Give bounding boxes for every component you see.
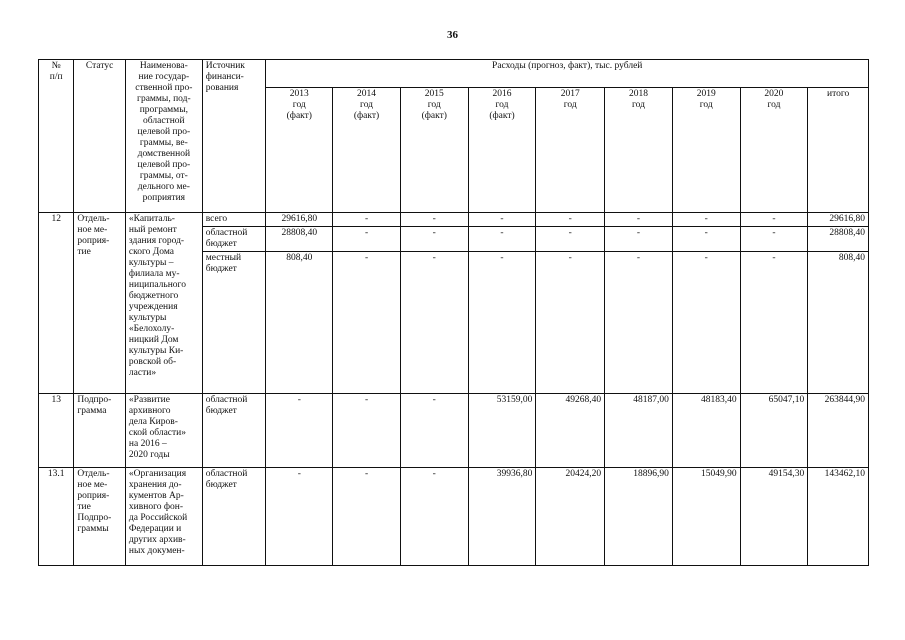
header-name: Наименова- ние государ- ственной про- граммы, под- программы, областной целевой про- граммы, ве- домственной целевой про- граммы, от- дельного ме- роприятия xyxy=(125,60,202,213)
cell-value: 49268,40 xyxy=(536,394,605,468)
cell-value: - xyxy=(536,252,605,394)
table-row xyxy=(39,394,869,468)
cell-total: 143462,10 xyxy=(808,468,869,566)
cell-value: - xyxy=(740,213,808,227)
cell-value: - xyxy=(672,213,740,227)
row-name: «Развитие архивного дела Киров- ской области» на 2016 – 2020 годы xyxy=(125,394,202,468)
header-year: 2014 год (факт) xyxy=(333,88,401,213)
row-name: «Организация хранения до- кументов Ар- хивного фон- да Российской Федерации и других архив- ных докумен- xyxy=(125,468,202,566)
row-source: всего xyxy=(202,213,266,227)
row-source: местный бюджет xyxy=(202,252,266,394)
cell-value: 65047,10 xyxy=(740,394,808,468)
header-year: 2017 год xyxy=(536,88,605,213)
cell-value: - xyxy=(468,252,536,394)
cell-value: - xyxy=(740,252,808,394)
header-year: 2016 год (факт) xyxy=(468,88,536,213)
row-source: областной бюджет xyxy=(202,468,266,566)
cell-total: 28808,40 xyxy=(808,227,869,252)
cell-value: - xyxy=(333,468,401,566)
cell-value: - xyxy=(536,213,605,227)
header-year: 2015 год (факт) xyxy=(400,88,468,213)
cell-value: - xyxy=(333,213,401,227)
row-status: Подпро- грамма xyxy=(74,394,126,468)
row-num: 13.1 xyxy=(39,468,74,566)
header-expenses: Расходы (прогноз, факт), тыс. рублей xyxy=(266,60,869,88)
cell-value: - xyxy=(605,252,673,394)
cell-value: - xyxy=(266,394,333,468)
cell-value: 808,40 xyxy=(266,252,333,394)
cell-value: - xyxy=(400,468,468,566)
cell-value: - xyxy=(400,213,468,227)
header-total: итого xyxy=(808,88,869,213)
header-year: 2019 год xyxy=(672,88,740,213)
cell-total: 263844,90 xyxy=(808,394,869,468)
cell-value: - xyxy=(605,213,673,227)
cell-value: - xyxy=(400,252,468,394)
cell-value: - xyxy=(333,394,401,468)
cell-value: - xyxy=(333,252,401,394)
cell-value: 49154,30 xyxy=(740,468,808,566)
cell-value: - xyxy=(333,227,401,252)
page-number: 36 xyxy=(447,29,458,41)
cell-value: - xyxy=(266,468,333,566)
table-row xyxy=(39,213,869,227)
cell-value: - xyxy=(605,227,673,252)
header-num: № п/п xyxy=(39,60,74,213)
cell-value: - xyxy=(536,227,605,252)
header-year: 2020 год xyxy=(740,88,808,213)
cell-value: 29616,80 xyxy=(266,213,333,227)
budget-table xyxy=(38,59,869,566)
header-year: 2013 год (факт) xyxy=(266,88,333,213)
row-source: областной бюджет xyxy=(202,394,266,468)
row-status: Отдель- ное ме- роприя- тие Подпро- граммы xyxy=(74,468,126,566)
row-status: Отдель- ное ме- роприя- тие xyxy=(74,213,126,394)
cell-value: 53159,00 xyxy=(468,394,536,468)
table-row xyxy=(39,468,869,566)
header-status: Статус xyxy=(74,60,126,213)
header-year: 2018 год xyxy=(605,88,673,213)
cell-value: - xyxy=(740,227,808,252)
cell-value: - xyxy=(672,252,740,394)
cell-value: - xyxy=(400,394,468,468)
cell-value: 48183,40 xyxy=(672,394,740,468)
cell-value: - xyxy=(468,213,536,227)
row-num: 12 xyxy=(39,213,74,394)
cell-value: 20424,20 xyxy=(536,468,605,566)
cell-value: 28808,40 xyxy=(266,227,333,252)
cell-value: 15049,90 xyxy=(672,468,740,566)
cell-value: - xyxy=(672,227,740,252)
cell-value: 39936,80 xyxy=(468,468,536,566)
row-num: 13 xyxy=(39,394,74,468)
cell-total: 808,40 xyxy=(808,252,869,394)
row-source: областной бюджет xyxy=(202,227,266,252)
cell-value: 18896,90 xyxy=(605,468,673,566)
cell-value: - xyxy=(400,227,468,252)
cell-value: 48187,00 xyxy=(605,394,673,468)
cell-total: 29616,80 xyxy=(808,213,869,227)
cell-value: - xyxy=(468,227,536,252)
header-source: Источник финанси- рования xyxy=(202,60,266,213)
row-name: «Капиталь- ный ремонт здания город- ского Дома культуры – филиала му- ниципального бюджетного учреждения культуры «Белохолу- ницкий Дом культуры Ки- ровской об- ласти» xyxy=(125,213,202,394)
